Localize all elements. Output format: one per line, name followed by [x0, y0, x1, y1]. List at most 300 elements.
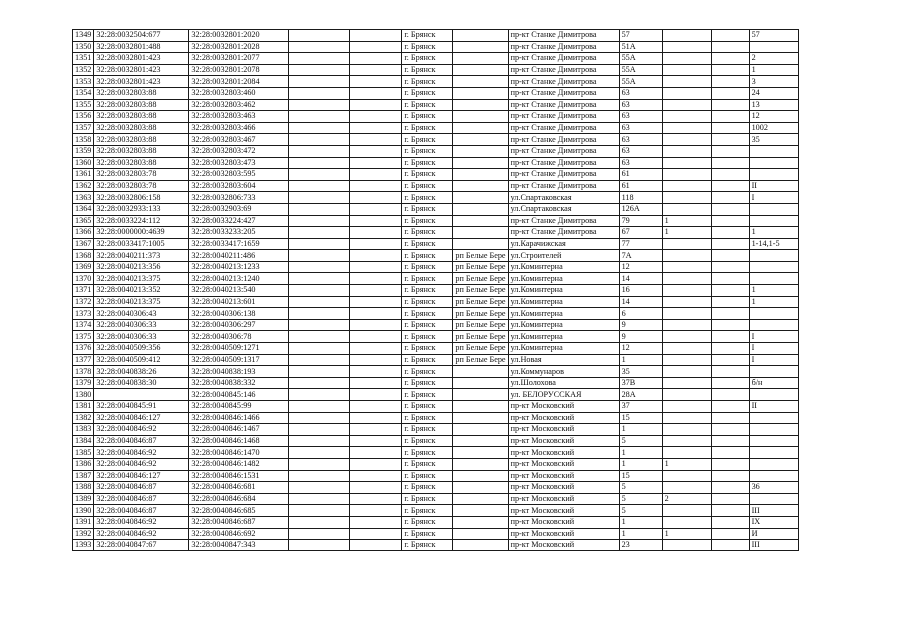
apartment-cell	[749, 389, 798, 401]
street-cell: пр-кт Станке Димитрова	[508, 41, 619, 53]
city-cell: г. Брянск	[402, 470, 453, 482]
blank-cell-b	[350, 76, 402, 88]
street-cell: пр-кт Станке Димитрова	[508, 87, 619, 99]
settlement-cell	[453, 157, 508, 169]
settlement-cell	[453, 528, 508, 540]
settlement-cell: рп Белые Бере	[453, 261, 508, 273]
blank-cell-b	[350, 389, 402, 401]
street-cell: пр-кт Московский	[508, 528, 619, 540]
blank-cell-c	[711, 424, 749, 436]
blank-cell-c	[711, 366, 749, 378]
row-number-cell: 1375	[73, 331, 94, 343]
city-cell: г. Брянск	[402, 308, 453, 320]
parcel-cadastral-cell: 32:28:0040509:356	[94, 343, 189, 355]
settlement-cell	[453, 203, 508, 215]
apartment-cell: IX	[749, 516, 798, 528]
object-cadastral-cell: 32:28:0040846:692	[189, 528, 289, 540]
city-cell: г. Брянск	[402, 41, 453, 53]
settlement-cell: рп Белые Бере	[453, 273, 508, 285]
street-cell: пр-кт Московский	[508, 447, 619, 459]
blank-cell-c	[711, 250, 749, 262]
apartment-cell: I	[749, 354, 798, 366]
blank-cell-b	[350, 285, 402, 297]
blank-cell-a	[289, 401, 350, 413]
apartment-cell: 12	[749, 111, 798, 123]
parcel-cadastral-cell: 32:28:0032504:677	[94, 30, 189, 42]
house-cell: 63	[619, 122, 662, 134]
apartment-cell	[749, 203, 798, 215]
parcel-cadastral-cell: 32:28:0040846:92	[94, 458, 189, 470]
table-row	[73, 99, 799, 111]
blank-cell-c	[711, 412, 749, 424]
blank-cell-a	[289, 227, 350, 239]
row-number-cell: 1356	[73, 111, 94, 123]
settlement-cell	[453, 516, 508, 528]
settlement-cell	[453, 389, 508, 401]
blank-cell-a	[289, 41, 350, 53]
table-row	[73, 424, 799, 436]
blank-cell-a	[289, 447, 350, 459]
row-number-cell: 1383	[73, 424, 94, 436]
apartment-cell: 1-14,1-5	[749, 238, 798, 250]
blank-cell-c	[711, 516, 749, 528]
row-number-cell: 1372	[73, 296, 94, 308]
street-cell: пр-кт Московский	[508, 435, 619, 447]
apartment-cell	[749, 412, 798, 424]
parcel-cadastral-cell: 32:28:0032803:88	[94, 111, 189, 123]
row-number-cell: 1369	[73, 261, 94, 273]
row-number-cell: 1378	[73, 366, 94, 378]
street-cell: ул.Коммунаров	[508, 366, 619, 378]
street-cell: пр-кт Московский	[508, 412, 619, 424]
blank-cell-b	[350, 528, 402, 540]
city-cell: г. Брянск	[402, 238, 453, 250]
city-cell: г. Брянск	[402, 261, 453, 273]
settlement-cell	[453, 505, 508, 517]
row-number-cell: 1361	[73, 169, 94, 181]
apartment-cell	[749, 261, 798, 273]
settlement-cell	[453, 401, 508, 413]
table-row	[73, 64, 799, 76]
blank-cell-a	[289, 516, 350, 528]
city-cell: г. Брянск	[402, 540, 453, 551]
object-cadastral-cell: 32:28:0040845:146	[189, 389, 289, 401]
blank-cell-a	[289, 458, 350, 470]
street-cell: ул.Спартаковская	[508, 203, 619, 215]
table-row	[73, 111, 799, 123]
parcel-cadastral-cell: 32:28:0040846:92	[94, 424, 189, 436]
row-number-cell: 1385	[73, 447, 94, 459]
street-cell: пр-кт Станке Димитрова	[508, 64, 619, 76]
parcel-cadastral-cell: 32:28:0033417:1005	[94, 238, 189, 250]
blank-cell-c	[711, 145, 749, 157]
blank-cell-a	[289, 540, 350, 551]
house-cell: 55А	[619, 76, 662, 88]
row-number-cell: 1380	[73, 389, 94, 401]
settlement-cell: рп Белые Бере	[453, 354, 508, 366]
parcel-cadastral-cell: 32:28:0040306:43	[94, 308, 189, 320]
object-cadastral-cell: 32:28:0040846:684	[189, 493, 289, 505]
house-cell: 5	[619, 505, 662, 517]
object-cadastral-cell: 32:28:0032801:2020	[189, 30, 289, 42]
house-cell: 12	[619, 343, 662, 355]
object-cadastral-cell: 32:28:0032801:2084	[189, 76, 289, 88]
building-cell	[662, 412, 711, 424]
row-number-cell: 1363	[73, 192, 94, 204]
blank-cell-a	[289, 261, 350, 273]
blank-cell-b	[350, 238, 402, 250]
blank-cell-c	[711, 76, 749, 88]
parcel-cadastral-cell: 32:28:0033224:112	[94, 215, 189, 227]
apartment-cell: И	[749, 528, 798, 540]
blank-cell-c	[711, 111, 749, 123]
settlement-cell	[453, 111, 508, 123]
table-row	[73, 157, 799, 169]
blank-cell-a	[289, 238, 350, 250]
blank-cell-c	[711, 447, 749, 459]
blank-cell-c	[711, 134, 749, 146]
settlement-cell	[453, 64, 508, 76]
settlement-cell	[453, 540, 508, 551]
parcel-cadastral-cell: 32:28:0040845:91	[94, 401, 189, 413]
street-cell: пр-кт Московский	[508, 470, 619, 482]
row-number-cell: 1389	[73, 493, 94, 505]
house-cell: 16	[619, 285, 662, 297]
parcel-cadastral-cell: 32:28:0032803:88	[94, 134, 189, 146]
settlement-cell	[453, 180, 508, 192]
table-row	[73, 401, 799, 413]
building-cell	[662, 401, 711, 413]
row-number-cell: 1365	[73, 215, 94, 227]
house-cell: 35	[619, 366, 662, 378]
table-row	[73, 516, 799, 528]
city-cell: г. Брянск	[402, 180, 453, 192]
object-cadastral-cell: 32:28:0033233:205	[189, 227, 289, 239]
apartment-cell: III	[749, 540, 798, 551]
blank-cell-b	[350, 493, 402, 505]
blank-cell-a	[289, 122, 350, 134]
row-number-cell: 1350	[73, 41, 94, 53]
building-cell: 2	[662, 493, 711, 505]
blank-cell-c	[711, 273, 749, 285]
city-cell: г. Брянск	[402, 203, 453, 215]
street-cell: ул.Шолохова	[508, 377, 619, 389]
object-cadastral-cell: 32:28:0040846:1482	[189, 458, 289, 470]
street-cell: пр-кт Московский	[508, 540, 619, 551]
street-cell: пр-кт Московский	[508, 401, 619, 413]
row-number-cell: 1391	[73, 516, 94, 528]
blank-cell-c	[711, 53, 749, 65]
apartment-cell: I	[749, 192, 798, 204]
blank-cell-b	[350, 540, 402, 551]
blank-cell-b	[350, 505, 402, 517]
table-row	[73, 180, 799, 192]
table-row	[73, 377, 799, 389]
city-cell: г. Брянск	[402, 435, 453, 447]
house-cell: 79	[619, 215, 662, 227]
parcel-cadastral-cell: 32:28:0032801:423	[94, 76, 189, 88]
object-cadastral-cell: 32:28:0032806:733	[189, 192, 289, 204]
blank-cell-a	[289, 215, 350, 227]
blank-cell-c	[711, 215, 749, 227]
apartment-cell	[749, 215, 798, 227]
blank-cell-b	[350, 447, 402, 459]
house-cell: 5	[619, 435, 662, 447]
blank-cell-b	[350, 482, 402, 494]
blank-cell-b	[350, 412, 402, 424]
city-cell: г. Брянск	[402, 319, 453, 331]
row-number-cell: 1392	[73, 528, 94, 540]
blank-cell-c	[711, 389, 749, 401]
street-cell: пр-кт Станке Димитрова	[508, 227, 619, 239]
house-cell: 9	[619, 331, 662, 343]
blank-cell-b	[350, 99, 402, 111]
blank-cell-c	[711, 401, 749, 413]
blank-cell-a	[289, 470, 350, 482]
object-cadastral-cell: 32:28:0032801:2078	[189, 64, 289, 76]
row-number-cell: 1364	[73, 203, 94, 215]
building-cell	[662, 540, 711, 551]
row-number-cell: 1374	[73, 319, 94, 331]
building-cell	[662, 111, 711, 123]
table-row	[73, 53, 799, 65]
apartment-cell	[749, 458, 798, 470]
city-cell: г. Брянск	[402, 401, 453, 413]
apartment-cell	[749, 447, 798, 459]
table-row	[73, 238, 799, 250]
row-number-cell: 1377	[73, 354, 94, 366]
street-cell: ул.Коминтерна	[508, 273, 619, 285]
house-cell: 14	[619, 296, 662, 308]
parcel-cadastral-cell: 32:28:0040846:87	[94, 505, 189, 517]
row-number-cell: 1382	[73, 412, 94, 424]
object-cadastral-cell: 32:28:0040846:681	[189, 482, 289, 494]
blank-cell-c	[711, 505, 749, 517]
apartment-cell	[749, 273, 798, 285]
street-cell: ул.Карачижская	[508, 238, 619, 250]
building-cell	[662, 319, 711, 331]
blank-cell-b	[350, 41, 402, 53]
settlement-cell	[453, 122, 508, 134]
blank-cell-a	[289, 343, 350, 355]
city-cell: г. Брянск	[402, 296, 453, 308]
settlement-cell	[453, 192, 508, 204]
city-cell: г. Брянск	[402, 505, 453, 517]
blank-cell-c	[711, 285, 749, 297]
apartment-cell	[749, 308, 798, 320]
house-cell: 1	[619, 354, 662, 366]
table-row	[73, 215, 799, 227]
apartment-cell: б/н	[749, 377, 798, 389]
blank-cell-b	[350, 134, 402, 146]
table-row	[73, 87, 799, 99]
building-cell	[662, 250, 711, 262]
table-row	[73, 528, 799, 540]
blank-cell-b	[350, 53, 402, 65]
house-cell: 1	[619, 447, 662, 459]
city-cell: г. Брянск	[402, 122, 453, 134]
street-cell: ул. БЕЛОРУССКАЯ	[508, 389, 619, 401]
building-cell	[662, 41, 711, 53]
object-cadastral-cell: 32:28:0040306:297	[189, 319, 289, 331]
object-cadastral-cell: 32:28:0032903:69	[189, 203, 289, 215]
blank-cell-b	[350, 157, 402, 169]
blank-cell-c	[711, 458, 749, 470]
object-cadastral-cell: 32:28:0032803:595	[189, 169, 289, 181]
street-cell: пр-кт Московский	[508, 458, 619, 470]
object-cadastral-cell: 32:28:0032803:460	[189, 87, 289, 99]
blank-cell-a	[289, 145, 350, 157]
city-cell: г. Брянск	[402, 331, 453, 343]
house-cell: 63	[619, 145, 662, 157]
building-cell	[662, 134, 711, 146]
building-cell	[662, 53, 711, 65]
city-cell: г. Брянск	[402, 354, 453, 366]
row-number-cell: 1359	[73, 145, 94, 157]
city-cell: г. Брянск	[402, 192, 453, 204]
city-cell: г. Брянск	[402, 273, 453, 285]
apartment-cell	[749, 493, 798, 505]
object-cadastral-cell: 32:28:0040846:687	[189, 516, 289, 528]
row-number-cell: 1366	[73, 227, 94, 239]
settlement-cell	[453, 458, 508, 470]
blank-cell-a	[289, 180, 350, 192]
blank-cell-c	[711, 377, 749, 389]
parcel-cadastral-cell: 32:28:0040847:67	[94, 540, 189, 551]
blank-cell-a	[289, 354, 350, 366]
object-cadastral-cell: 32:28:0040846:1467	[189, 424, 289, 436]
apartment-cell: 24	[749, 87, 798, 99]
street-cell: ул.Коминтерна	[508, 285, 619, 297]
house-cell: 1	[619, 424, 662, 436]
apartment-cell: II	[749, 401, 798, 413]
apartment-cell: 1	[749, 227, 798, 239]
blank-cell-a	[289, 435, 350, 447]
city-cell: г. Брянск	[402, 53, 453, 65]
blank-cell-c	[711, 435, 749, 447]
blank-cell-c	[711, 528, 749, 540]
building-cell	[662, 470, 711, 482]
settlement-cell	[453, 435, 508, 447]
house-cell: 77	[619, 238, 662, 250]
parcel-cadastral-cell: 32:28:0040211:373	[94, 250, 189, 262]
row-number-cell: 1370	[73, 273, 94, 285]
blank-cell-c	[711, 331, 749, 343]
table-row	[73, 493, 799, 505]
city-cell: г. Брянск	[402, 389, 453, 401]
parcel-cadastral-cell: 32:28:0032803:78	[94, 169, 189, 181]
apartment-cell	[749, 470, 798, 482]
settlement-cell	[453, 134, 508, 146]
apartment-cell: 2	[749, 53, 798, 65]
row-number-cell: 1351	[73, 53, 94, 65]
row-number-cell: 1393	[73, 540, 94, 551]
object-cadastral-cell: 32:28:0040846:1468	[189, 435, 289, 447]
blank-cell-b	[350, 377, 402, 389]
street-cell: пр-кт Станке Димитрова	[508, 145, 619, 157]
building-cell	[662, 157, 711, 169]
building-cell	[662, 389, 711, 401]
table-row	[73, 458, 799, 470]
row-number-cell: 1371	[73, 285, 94, 297]
registry-table-body	[73, 30, 799, 551]
house-cell: 1	[619, 528, 662, 540]
parcel-cadastral-cell: 32:28:0040306:33	[94, 319, 189, 331]
table-row	[73, 470, 799, 482]
street-cell: пр-кт Московский	[508, 424, 619, 436]
blank-cell-b	[350, 273, 402, 285]
building-cell	[662, 99, 711, 111]
building-cell	[662, 169, 711, 181]
parcel-cadastral-cell: 32:28:0040306:33	[94, 331, 189, 343]
blank-cell-b	[350, 401, 402, 413]
blank-cell-a	[289, 87, 350, 99]
street-cell: ул.Коминтерна	[508, 319, 619, 331]
parcel-cadastral-cell: 32:28:0000000:4639	[94, 227, 189, 239]
house-cell: 63	[619, 157, 662, 169]
city-cell: г. Брянск	[402, 285, 453, 297]
street-cell: ул.Коминтерна	[508, 261, 619, 273]
table-row	[73, 145, 799, 157]
table-row	[73, 412, 799, 424]
building-cell	[662, 343, 711, 355]
blank-cell-c	[711, 540, 749, 551]
table-row	[73, 273, 799, 285]
house-cell: 37В	[619, 377, 662, 389]
object-cadastral-cell: 32:28:0040846:1531	[189, 470, 289, 482]
apartment-cell	[749, 145, 798, 157]
street-cell: пр-кт Московский	[508, 493, 619, 505]
settlement-cell	[453, 30, 508, 42]
house-cell: 51А	[619, 41, 662, 53]
row-number-cell: 1349	[73, 30, 94, 42]
city-cell: г. Брянск	[402, 458, 453, 470]
city-cell: г. Брянск	[402, 493, 453, 505]
street-cell: пр-кт Московский	[508, 516, 619, 528]
city-cell: г. Брянск	[402, 215, 453, 227]
house-cell: 55А	[619, 53, 662, 65]
blank-cell-b	[350, 424, 402, 436]
row-number-cell: 1381	[73, 401, 94, 413]
house-cell: 126А	[619, 203, 662, 215]
city-cell: г. Брянск	[402, 134, 453, 146]
table-row	[73, 447, 799, 459]
table-row	[73, 389, 799, 401]
blank-cell-c	[711, 203, 749, 215]
settlement-cell: рп Белые Бере	[453, 343, 508, 355]
parcel-cadastral-cell: 32:28:0040846:92	[94, 528, 189, 540]
object-cadastral-cell: 32:28:0032801:2077	[189, 53, 289, 65]
object-cadastral-cell: 32:28:0040847:343	[189, 540, 289, 551]
object-cadastral-cell: 32:28:0040213:1233	[189, 261, 289, 273]
row-number-cell: 1376	[73, 343, 94, 355]
settlement-cell	[453, 41, 508, 53]
parcel-cadastral-cell: 32:28:0040213:356	[94, 261, 189, 273]
street-cell: пр-кт Станке Димитрова	[508, 111, 619, 123]
row-number-cell: 1388	[73, 482, 94, 494]
building-cell	[662, 273, 711, 285]
city-cell: г. Брянск	[402, 343, 453, 355]
blank-cell-c	[711, 122, 749, 134]
settlement-cell	[453, 366, 508, 378]
city-cell: г. Брянск	[402, 227, 453, 239]
house-cell: 5	[619, 482, 662, 494]
parcel-cadastral-cell: 32:28:0040838:26	[94, 366, 189, 378]
parcel-cadastral-cell: 32:28:0032803:88	[94, 87, 189, 99]
row-number-cell: 1368	[73, 250, 94, 262]
settlement-cell	[453, 470, 508, 482]
house-cell: 55А	[619, 64, 662, 76]
